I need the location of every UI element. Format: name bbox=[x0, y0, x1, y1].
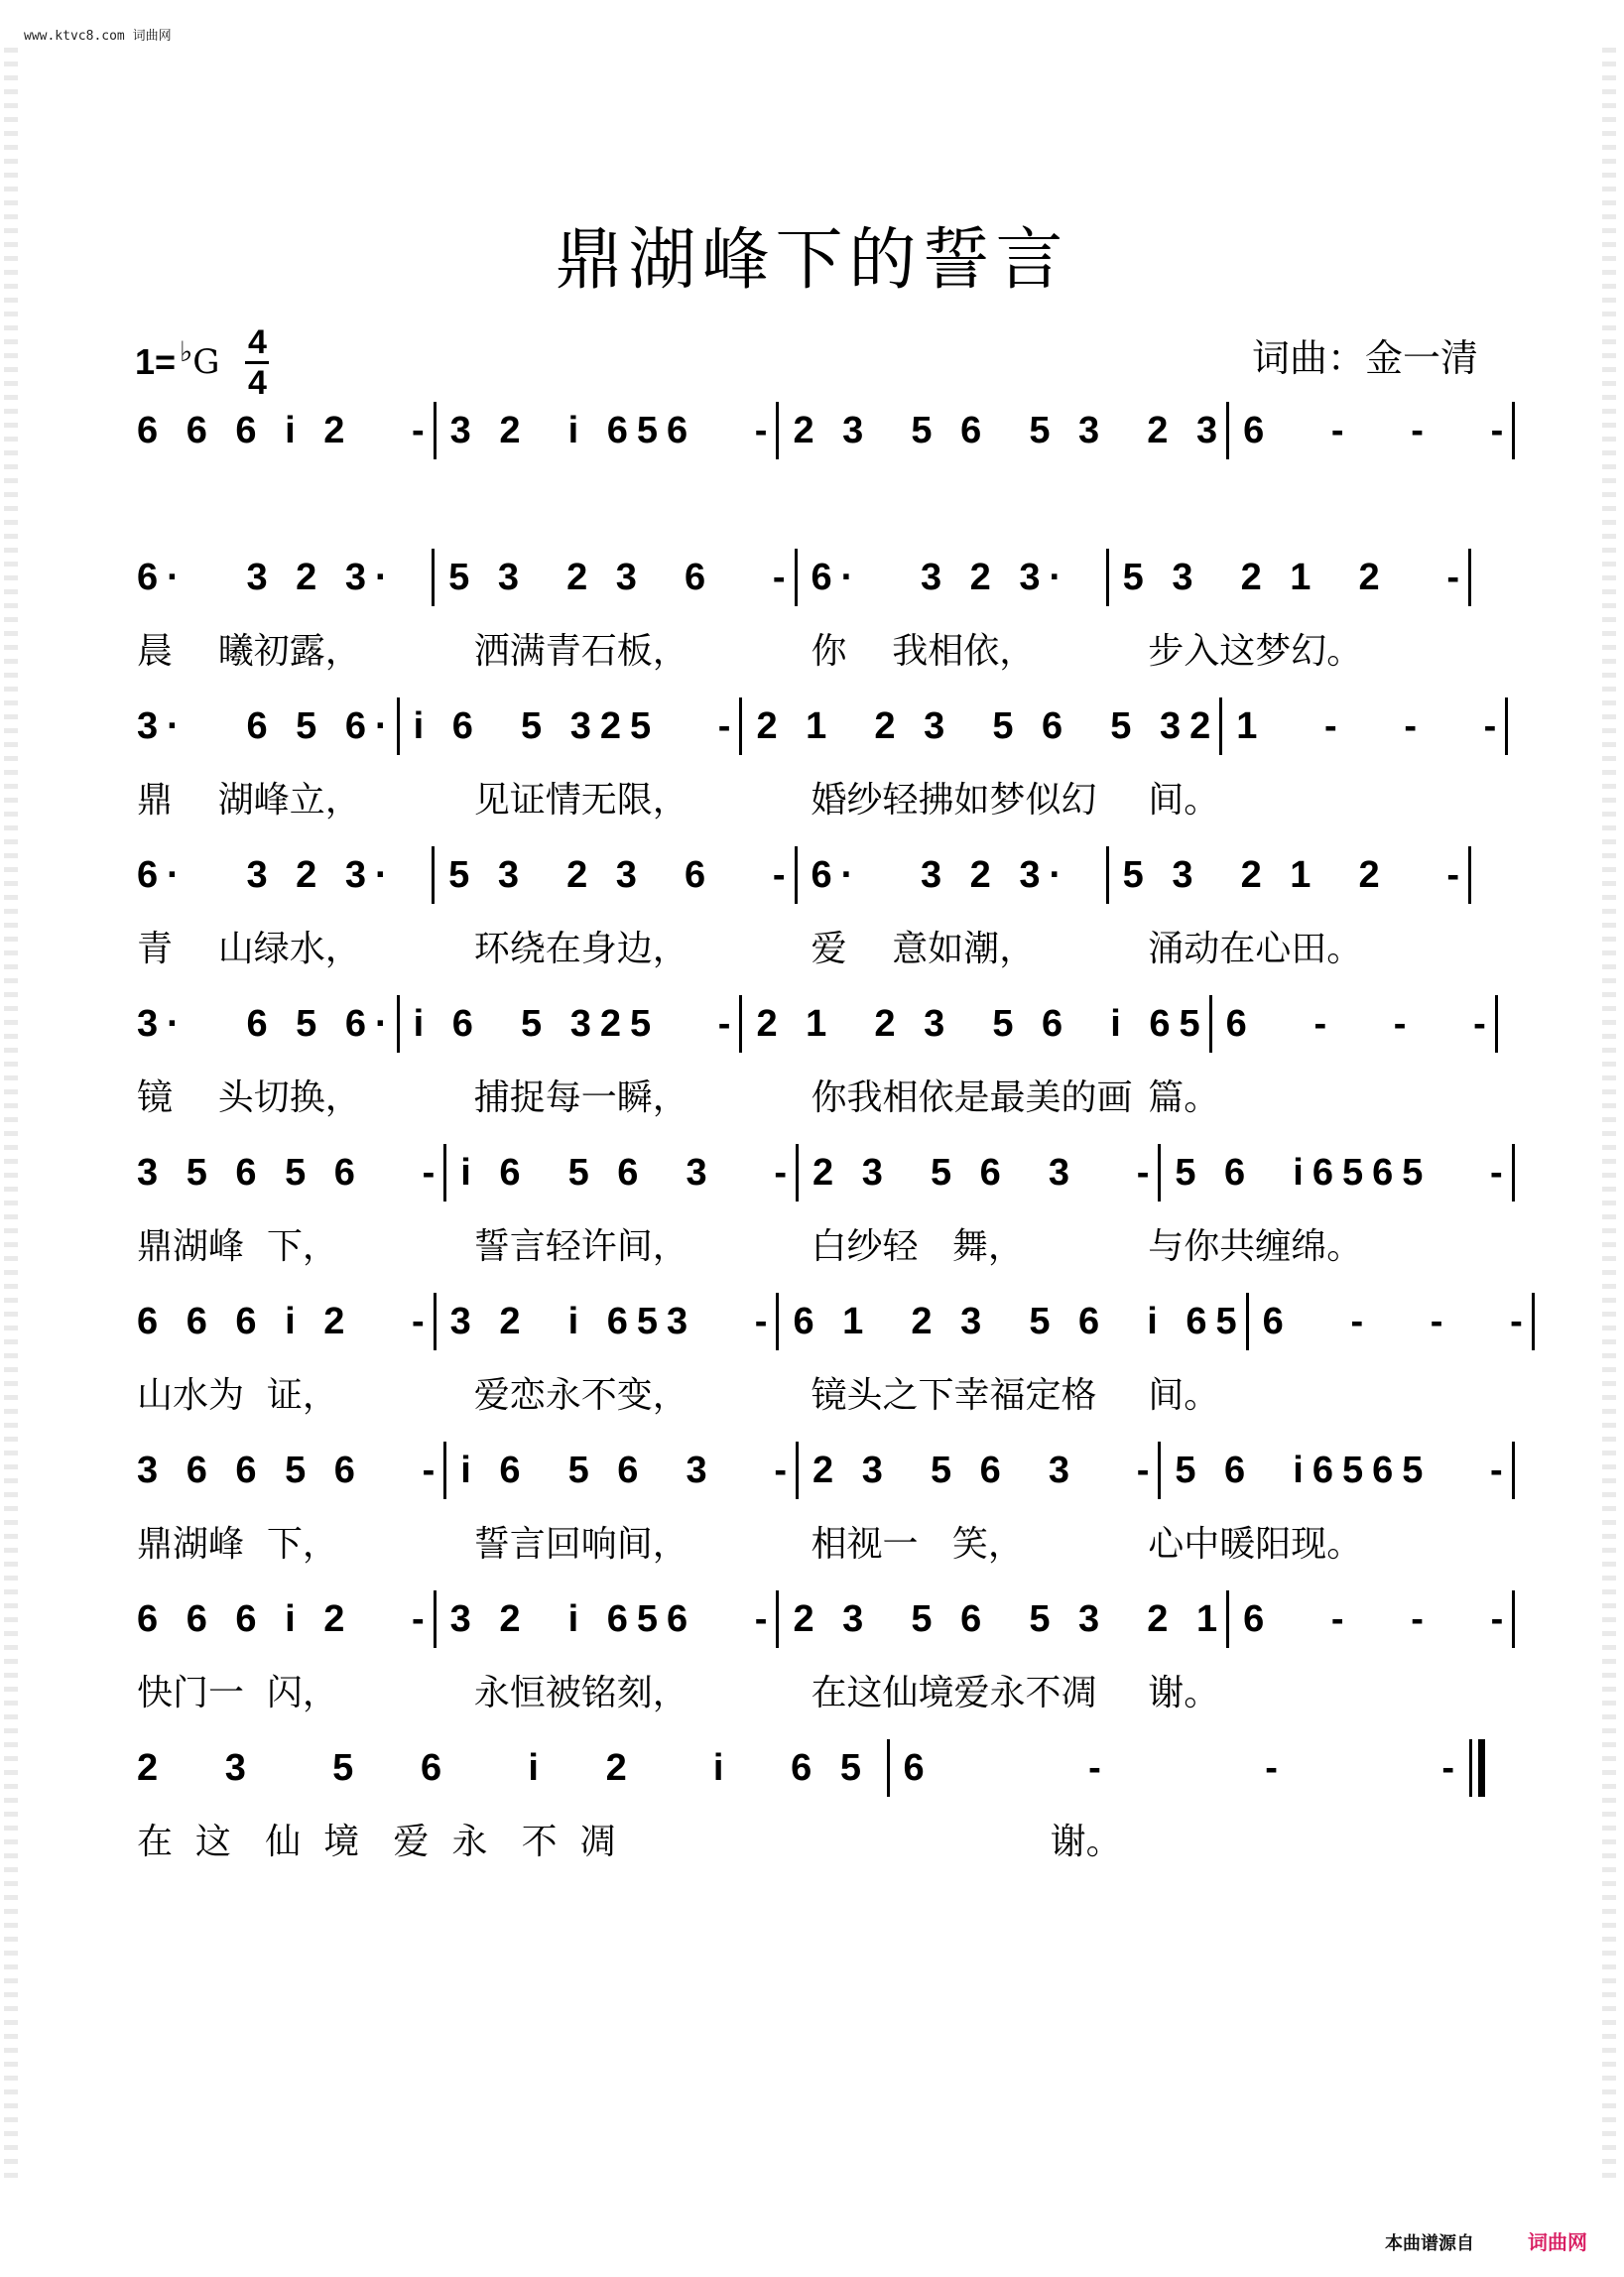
lyric: 鼎 湖峰立， bbox=[137, 780, 361, 821]
lyric: 你 我相依， bbox=[811, 631, 1036, 672]
final-notes-line bbox=[137, 1738, 1485, 1798]
lyric: 谢。 bbox=[1148, 1673, 1220, 1713]
lyric: 青 山绿水， bbox=[137, 929, 361, 969]
lyrics-line bbox=[137, 1070, 1485, 1120]
measure: 2 3 5 6 3 - bbox=[812, 1151, 1159, 1194]
notes-line bbox=[137, 1292, 1532, 1351]
measure: 2 3 5 6 i 2 i 6 5 bbox=[137, 1746, 870, 1789]
measure: 3· 6 5 6· bbox=[137, 704, 397, 747]
lyric: 誓言轻许间， bbox=[473, 1226, 688, 1267]
notes-line bbox=[137, 696, 1506, 756]
final-lyrics-line bbox=[137, 1814, 1485, 1864]
measure: 6 - - - bbox=[1243, 1597, 1513, 1640]
lyrics-line bbox=[137, 772, 1485, 822]
lyrics-line bbox=[137, 1218, 1485, 1269]
measure: 2 3 5 6 5 3 2 3 bbox=[793, 409, 1227, 451]
measure: 2 3 5 6 5 3 2 1 bbox=[793, 1597, 1227, 1640]
footer-source-note: 本曲谱源自 bbox=[1385, 2233, 1474, 2254]
measure: 6 1 2 3 5 6 i 65 bbox=[793, 1300, 1246, 1342]
measure: 6 6 6 i 2 - bbox=[137, 409, 434, 451]
measure: i 6 5 325 - bbox=[413, 1002, 740, 1045]
lyric: 在这仙境爱永不凋 bbox=[811, 1673, 1097, 1713]
measure: 5 3 2 3 6 - bbox=[448, 853, 795, 896]
lyric: 捕捉每一瞬， bbox=[473, 1077, 688, 1118]
lyric: 白纱轻 舞， bbox=[811, 1226, 1024, 1267]
lyrics-line bbox=[137, 623, 1485, 674]
lyric: 晨 曦初露， bbox=[137, 631, 361, 672]
page-title: 鼎湖峰下的誓言 bbox=[555, 221, 1069, 300]
notes-line bbox=[137, 1589, 1513, 1649]
measure: i 6 5 6 3 - bbox=[460, 1151, 796, 1194]
lyric: 镜头之下幸福定格 bbox=[811, 1375, 1097, 1416]
lyric: 爱 意如潮， bbox=[811, 929, 1036, 969]
lyric: 篇。 bbox=[1148, 1077, 1220, 1118]
lyrics-line bbox=[137, 921, 1485, 971]
notes-line bbox=[137, 994, 1495, 1054]
measure: 6· 3 2 3· bbox=[811, 853, 1071, 896]
left-margin-watermark bbox=[4, 48, 18, 2178]
lyric: 涌动在心田。 bbox=[1148, 929, 1363, 969]
measure: 3 2 i 653 - bbox=[449, 1300, 777, 1342]
lyric: 洒满青石板， bbox=[473, 631, 688, 672]
measure: 5 6 i6565 - bbox=[1175, 1449, 1512, 1491]
footer-logo: 词曲网 bbox=[1528, 2230, 1587, 2254]
site-url: www.ktvc8.com 词曲网 bbox=[24, 29, 172, 44]
measure: 3 5 6 5 6 - bbox=[137, 1151, 444, 1194]
lyric: 鼎湖峰 下， bbox=[137, 1524, 338, 1565]
lyric: 间。 bbox=[1148, 1375, 1220, 1416]
measure: 6 - - - bbox=[1243, 409, 1513, 451]
lyric: 见证情无限， bbox=[473, 780, 688, 821]
lyric: 镜 头切换， bbox=[137, 1077, 361, 1118]
lyric: 誓言回响间， bbox=[473, 1524, 688, 1565]
key-prefix: 1= bbox=[135, 341, 177, 382]
time-top: 4 bbox=[247, 322, 267, 361]
measure: 6 - - - bbox=[1225, 1002, 1495, 1045]
time-bottom: 4 bbox=[247, 363, 267, 402]
lyric: 永恒被铭刻， bbox=[473, 1673, 688, 1713]
measure: 6 6 6 i 2 - bbox=[137, 1597, 434, 1640]
measure: 6· 3 2 3· bbox=[137, 853, 397, 896]
key-name: G bbox=[192, 342, 220, 382]
lyrics-line bbox=[137, 1516, 1485, 1567]
measure: i 6 5 325 - bbox=[413, 704, 740, 747]
measure: 3 6 6 5 6 - bbox=[137, 1449, 444, 1491]
measure: 2 3 5 6 3 - bbox=[812, 1449, 1159, 1491]
measure: 1 - - - bbox=[1236, 704, 1506, 747]
time-signature bbox=[245, 322, 269, 402]
measure: 6· 3 2 3· bbox=[811, 556, 1071, 598]
notes-line bbox=[137, 845, 1485, 905]
measure: 6 6 6 i 2 - bbox=[137, 1300, 434, 1342]
notes-line bbox=[137, 548, 1485, 607]
lyric: 山水为 证， bbox=[137, 1375, 338, 1416]
measure: 2 1 2 3 5 6 5 32 bbox=[756, 704, 1220, 747]
lyric: 你我相依是最美的画 bbox=[811, 1077, 1133, 1118]
measure: 5 3 2 3 6 - bbox=[448, 556, 795, 598]
right-margin-watermark bbox=[1602, 48, 1616, 2178]
measure: 3 2 i 656 - bbox=[449, 409, 777, 451]
measure: i 6 5 6 3 - bbox=[460, 1449, 796, 1491]
lyric: 鼎湖峰 下， bbox=[137, 1226, 338, 1267]
composer-credit: 词曲：金一清 bbox=[1252, 336, 1479, 380]
measure: 5 3 2 1 2 - bbox=[1122, 853, 1468, 896]
lyric: 快门一 闪， bbox=[137, 1673, 338, 1713]
lyric: 爱恋永不变， bbox=[473, 1375, 688, 1416]
measure: 5 3 2 1 2 - bbox=[1122, 556, 1468, 598]
lyrics-line bbox=[137, 1367, 1485, 1418]
measure: 3· 6 5 6· bbox=[137, 1002, 397, 1045]
notes-line bbox=[137, 401, 1513, 460]
lyrics-line bbox=[137, 1665, 1485, 1715]
lyric: 在 这 仙 境 爱 永 不 凋 bbox=[137, 1822, 616, 1862]
lyric: 相视一 笑， bbox=[811, 1524, 1024, 1565]
measure: 6 - - - bbox=[903, 1746, 1463, 1789]
measure: 6· 3 2 3· bbox=[137, 556, 397, 598]
lyric: 与你共缠绵。 bbox=[1148, 1226, 1363, 1267]
lyric: 间。 bbox=[1148, 780, 1220, 821]
key-flat: ♭ bbox=[180, 335, 193, 368]
measure: 2 1 2 3 5 6 i 65 bbox=[756, 1002, 1209, 1045]
lyric: 谢。 bbox=[1050, 1822, 1122, 1862]
lyric: 步入这梦幻。 bbox=[1148, 631, 1363, 672]
key-signature bbox=[135, 322, 269, 402]
measure: 6 - - - bbox=[1262, 1300, 1532, 1342]
lyric: 环绕在身边， bbox=[473, 929, 688, 969]
lyric: 心中暖阳现。 bbox=[1148, 1524, 1363, 1565]
measure: 5 6 i6565 - bbox=[1175, 1151, 1512, 1194]
final-barline bbox=[1469, 1739, 1485, 1797]
notes-line bbox=[137, 1143, 1512, 1202]
measure: 3 2 i 656 - bbox=[449, 1597, 777, 1640]
lyric: 婚纱轻拂如梦似幻 bbox=[811, 780, 1097, 821]
notes-line bbox=[137, 1441, 1512, 1500]
